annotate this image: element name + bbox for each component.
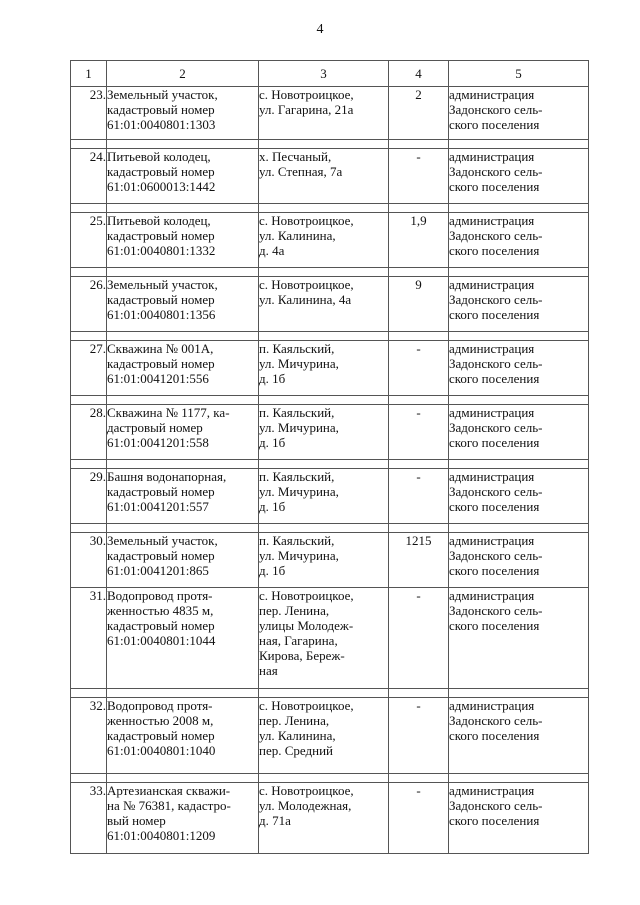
object-area: - (389, 149, 449, 204)
separator-cell (449, 524, 589, 533)
object-address (259, 783, 389, 854)
object-address-line: д. 71а (259, 813, 291, 828)
object-name-line: 61:01:0041201:557 (107, 499, 209, 514)
row-number: 30. (71, 533, 107, 588)
object-name-line: дастровый номер (107, 420, 203, 435)
object-name-line: женностью 2008 м, (107, 713, 214, 728)
object-owner-line: Задонского сель- (449, 228, 543, 243)
separator-cell (259, 524, 389, 533)
separator-cell (449, 460, 589, 469)
separator-cell (389, 524, 449, 533)
property-registry-table (70, 60, 589, 854)
object-owner (449, 783, 589, 854)
table-row (71, 149, 589, 204)
object-owner-line: Задонского сель- (449, 102, 543, 117)
row-separator (71, 332, 589, 341)
object-owner-line: ского поселения (449, 435, 540, 450)
row-number: 23. (71, 87, 107, 140)
object-address-line: с. Новотроицкое, (259, 213, 354, 228)
separator-cell (389, 332, 449, 341)
row-number: 31. (71, 588, 107, 689)
row-separator (71, 140, 589, 149)
object-address-line: ная, Гагарина, (259, 633, 338, 648)
object-name-line: 61:01:0600013:1442 (107, 179, 216, 194)
object-owner-line: Задонского сель- (449, 356, 543, 371)
object-address-line: пер. Ленина, (259, 603, 330, 618)
object-address-line: ул. Мичурина, (259, 484, 339, 499)
object-address-line: д. 1б (259, 371, 286, 386)
table-row (71, 87, 589, 140)
table-header-row (71, 61, 589, 87)
object-area: - (389, 588, 449, 689)
row-number: 29. (71, 469, 107, 524)
object-address (259, 341, 389, 396)
object-owner-line: Задонского сель- (449, 713, 543, 728)
object-address-line: д. 1б (259, 499, 286, 514)
row-number: 32. (71, 698, 107, 774)
object-address (259, 277, 389, 332)
object-owner-line: администрация (449, 405, 535, 420)
object-name-line: кадастровый номер (107, 102, 215, 117)
object-owner-line: администрация (449, 783, 535, 798)
object-owner-line: администрация (449, 149, 535, 164)
separator-cell (71, 332, 107, 341)
object-name-line: 61:01:0041201:558 (107, 435, 209, 450)
object-name-line: 61:01:0040801:1209 (107, 828, 216, 843)
table-row (71, 698, 589, 774)
object-owner-line: ского поселения (449, 179, 540, 194)
column-header-2: 2 (107, 61, 259, 87)
object-name-line: Скважина № 1177, ка- (107, 405, 230, 420)
object-name-line: кадастровый номер (107, 164, 215, 179)
object-area: - (389, 469, 449, 524)
table-row (71, 405, 589, 460)
object-owner-line: Задонского сель- (449, 292, 543, 307)
separator-cell (71, 774, 107, 783)
separator-cell (259, 396, 389, 405)
object-name-line: 61:01:0040801:1040 (107, 743, 216, 758)
object-owner-line: администрация (449, 87, 535, 102)
column-header-5: 5 (449, 61, 589, 87)
separator-cell (389, 774, 449, 783)
column-header-1: 1 (71, 61, 107, 87)
separator-cell (259, 268, 389, 277)
table-row (71, 341, 589, 396)
object-address (259, 213, 389, 268)
object-address-line: с. Новотроицкое, (259, 588, 354, 603)
separator-cell (389, 140, 449, 149)
object-name-line: кадастровый номер (107, 548, 215, 563)
separator-cell (71, 524, 107, 533)
object-area: - (389, 698, 449, 774)
object-address-line: ная (259, 663, 278, 678)
object-name-line: Земельный участок, (107, 277, 218, 292)
object-owner-line: Задонского сель- (449, 798, 543, 813)
table-row (71, 213, 589, 268)
object-name (107, 341, 259, 396)
object-owner-line: ского поселения (449, 618, 540, 633)
separator-cell (107, 204, 259, 213)
object-owner (449, 341, 589, 396)
object-owner-line: ского поселения (449, 563, 540, 578)
object-name (107, 149, 259, 204)
object-owner (449, 277, 589, 332)
object-owner (449, 405, 589, 460)
object-name (107, 87, 259, 140)
separator-cell (71, 689, 107, 698)
column-header-3: 3 (259, 61, 389, 87)
object-address-line: д. 4а (259, 243, 285, 258)
object-address-line: п. Каяльский, (259, 405, 335, 420)
object-name-line: 61:01:0040801:1332 (107, 243, 216, 258)
object-name-line: кадастровый номер (107, 484, 215, 499)
object-name-line: 61:01:0041201:556 (107, 371, 209, 386)
object-owner-line: администрация (449, 698, 535, 713)
separator-cell (107, 689, 259, 698)
object-name-line: Башня водонапорная, (107, 469, 227, 484)
object-address-line: п. Каяльский, (259, 533, 335, 548)
object-address-line: ул. Гагарина, 21а (259, 102, 354, 117)
object-name (107, 469, 259, 524)
object-address-line: ул. Калинина, (259, 728, 336, 743)
object-name-line: вый номер (107, 813, 166, 828)
object-owner (449, 149, 589, 204)
object-name-line: Артезианская скважи- (107, 783, 231, 798)
object-address (259, 533, 389, 588)
separator-cell (107, 524, 259, 533)
object-address (259, 87, 389, 140)
object-address (259, 698, 389, 774)
separator-cell (449, 396, 589, 405)
row-number: 27. (71, 341, 107, 396)
separator-cell (259, 460, 389, 469)
object-address-line: Кирова, Береж- (259, 648, 345, 663)
page-number: 4 (316, 22, 324, 37)
object-owner (449, 213, 589, 268)
object-owner-line: ского поселения (449, 728, 540, 743)
object-area: - (389, 405, 449, 460)
object-name-line: 61:01:0040801:1356 (107, 307, 216, 322)
object-name (107, 588, 259, 689)
table-row (71, 277, 589, 332)
object-area: 1215 (389, 533, 449, 588)
object-address-line: п. Каяльский, (259, 341, 335, 356)
object-address (259, 469, 389, 524)
object-owner-line: Задонского сель- (449, 603, 543, 618)
separator-cell (71, 140, 107, 149)
separator-cell (449, 332, 589, 341)
object-address-line: д. 1б (259, 563, 286, 578)
table-row (71, 783, 589, 854)
object-address-line: пер. Средний (259, 743, 333, 758)
object-name-line: Питьевой колодец, (107, 213, 211, 228)
object-name (107, 698, 259, 774)
object-name (107, 533, 259, 588)
object-area: - (389, 783, 449, 854)
separator-cell (71, 268, 107, 277)
object-address-line: ул. Степная, 7а (259, 164, 343, 179)
separator-cell (389, 396, 449, 405)
object-owner (449, 698, 589, 774)
object-owner-line: ского поселения (449, 371, 540, 386)
object-name (107, 405, 259, 460)
object-address (259, 588, 389, 689)
object-area: 2 (389, 87, 449, 140)
object-owner (449, 533, 589, 588)
separator-cell (259, 332, 389, 341)
separator-cell (107, 774, 259, 783)
object-name (107, 213, 259, 268)
separator-cell (449, 268, 589, 277)
separator-cell (449, 204, 589, 213)
object-name-line: Водопровод протя- (107, 588, 213, 603)
object-owner-line: ского поселения (449, 243, 540, 258)
object-owner-line: администрация (449, 469, 535, 484)
object-owner-line: ского поселения (449, 813, 540, 828)
table-body (71, 87, 589, 854)
separator-cell (107, 460, 259, 469)
separator-cell (259, 774, 389, 783)
object-owner-line: ского поселения (449, 307, 540, 322)
object-name-line: 61:01:0040801:1044 (107, 633, 216, 648)
object-owner-line: администрация (449, 588, 535, 603)
object-area: - (389, 341, 449, 396)
table-row (71, 588, 589, 689)
row-separator (71, 204, 589, 213)
object-owner-line: администрация (449, 277, 535, 292)
separator-cell (449, 774, 589, 783)
separator-cell (389, 460, 449, 469)
object-owner-line: администрация (449, 341, 535, 356)
separator-cell (107, 396, 259, 405)
object-area: 1,9 (389, 213, 449, 268)
object-address-line: ул. Мичурина, (259, 548, 339, 563)
object-name (107, 277, 259, 332)
separator-cell (259, 140, 389, 149)
separator-cell (107, 268, 259, 277)
object-owner-line: Задонского сель- (449, 548, 543, 563)
object-name-line: кадастровый номер (107, 292, 215, 307)
object-owner-line: администрация (449, 213, 535, 228)
object-address-line: ул. Калинина, 4а (259, 292, 352, 307)
row-separator (71, 774, 589, 783)
object-name-line: на № 76381, кадастро- (107, 798, 231, 813)
row-separator (71, 524, 589, 533)
object-address-line: с. Новотроицкое, (259, 698, 354, 713)
object-name-line: кадастровый номер (107, 228, 215, 243)
object-owner-line: ского поселения (449, 499, 540, 514)
object-name (107, 783, 259, 854)
row-separator (71, 396, 589, 405)
object-name-line: женностью 4835 м, (107, 603, 214, 618)
object-name-line: Питьевой колодец, (107, 149, 211, 164)
separator-cell (389, 204, 449, 213)
object-owner-line: Задонского сель- (449, 484, 543, 499)
object-address-line: д. 1б (259, 435, 286, 450)
column-header-4: 4 (389, 61, 449, 87)
separator-cell (389, 268, 449, 277)
separator-cell (107, 332, 259, 341)
separator-cell (259, 689, 389, 698)
row-number: 28. (71, 405, 107, 460)
separator-cell (71, 204, 107, 213)
object-address-line: с. Новотроицкое, (259, 277, 354, 292)
object-name-line: Земельный участок, (107, 87, 218, 102)
object-name-line: Водопровод протя- (107, 698, 213, 713)
object-address-line: с. Новотроицкое, (259, 87, 354, 102)
object-owner (449, 588, 589, 689)
object-owner-line: Задонского сель- (449, 164, 543, 179)
separator-cell (449, 140, 589, 149)
row-number: 24. (71, 149, 107, 204)
object-owner-line: администрация (449, 533, 535, 548)
object-address-line: улицы Молодеж- (259, 618, 354, 633)
object-area: 9 (389, 277, 449, 332)
object-owner (449, 87, 589, 140)
object-address (259, 149, 389, 204)
table-row (71, 533, 589, 588)
table-row (71, 469, 589, 524)
row-separator (71, 460, 589, 469)
separator-cell (449, 689, 589, 698)
object-name-line: 61:01:0041201:865 (107, 563, 209, 578)
object-address-line: ул. Мичурина, (259, 420, 339, 435)
row-number: 33. (71, 783, 107, 854)
object-owner (449, 469, 589, 524)
object-address-line: пер. Ленина, (259, 713, 330, 728)
object-name-line: Скважина № 001А, (107, 341, 214, 356)
object-address-line: п. Каяльский, (259, 469, 335, 484)
object-owner-line: ского поселения (449, 117, 540, 132)
separator-cell (389, 689, 449, 698)
object-name-line: кадастровый номер (107, 618, 215, 633)
object-name-line: кадастровый номер (107, 728, 215, 743)
separator-cell (71, 396, 107, 405)
object-address (259, 405, 389, 460)
object-address-line: с. Новотроицкое, (259, 783, 354, 798)
object-name-line: 61:01:0040801:1303 (107, 117, 216, 132)
object-address-line: х. Песчаный, (259, 149, 332, 164)
row-separator (71, 268, 589, 277)
object-name-line: Земельный участок, (107, 533, 218, 548)
separator-cell (107, 140, 259, 149)
separator-cell (259, 204, 389, 213)
object-owner-line: Задонского сель- (449, 420, 543, 435)
row-number: 25. (71, 213, 107, 268)
row-separator (71, 689, 589, 698)
object-address-line: ул. Молодежная, (259, 798, 352, 813)
object-name-line: кадастровый номер (107, 356, 215, 371)
separator-cell (71, 460, 107, 469)
object-address-line: ул. Калинина, (259, 228, 336, 243)
row-number: 26. (71, 277, 107, 332)
object-address-line: ул. Мичурина, (259, 356, 339, 371)
